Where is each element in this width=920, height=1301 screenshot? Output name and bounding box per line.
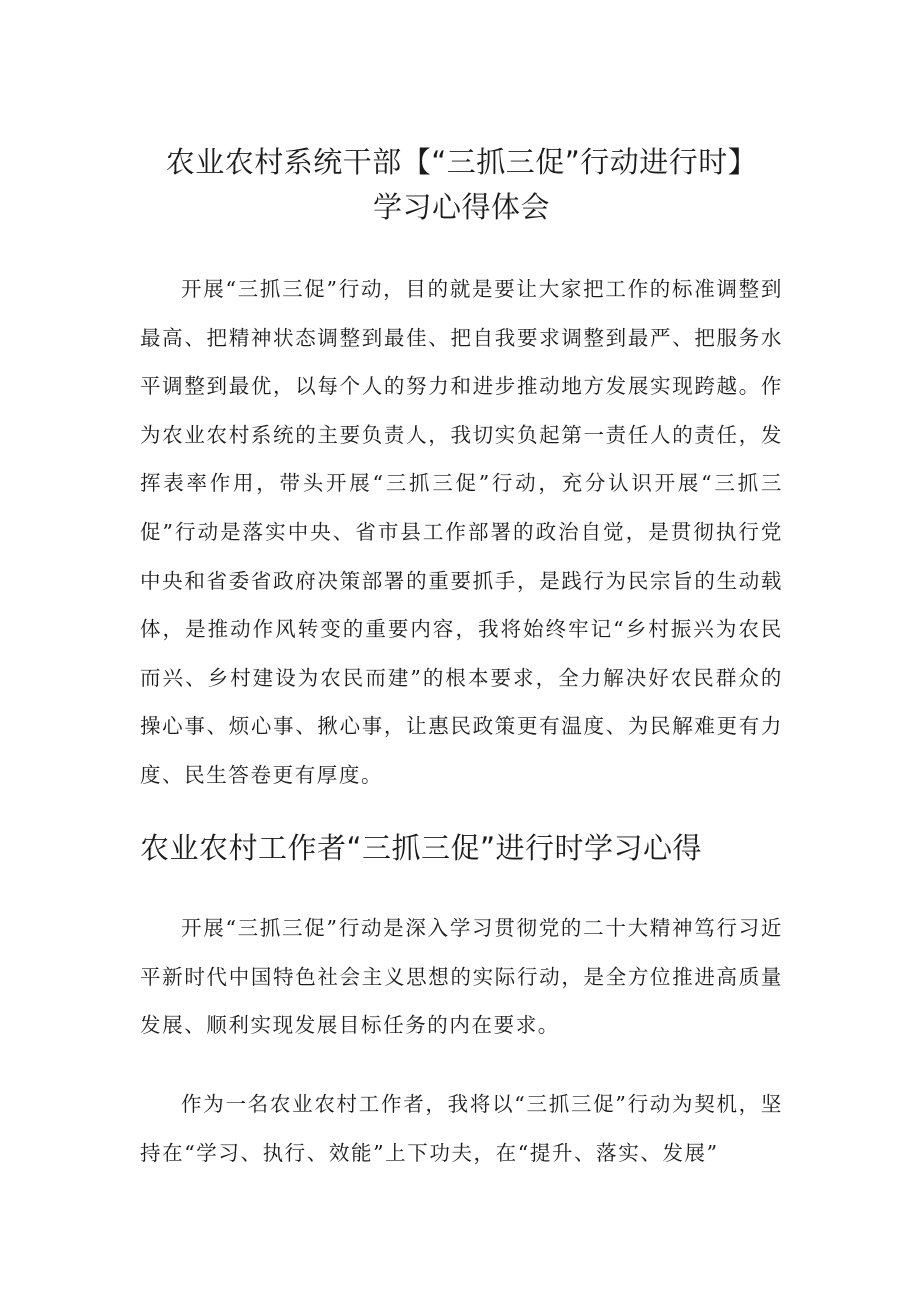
paragraph-1: 开展“三抓三促”行动，目的就是要让大家把工作的标准调整到最高、把精神状态调整到最佳、把自我要求调整到最严、把服务水平调整到最优，以每个人的努力和进步推动地方发展实现跨越。作为农业农村系统的主要负责人，我切实负起第一责任人的责任，发挥表率作用，带头开展“三抓三促”行动，充分认识开展“三抓三促”行动是落实中央、省市县工作部署的政治自觉，是贯彻执行党中央和省委省政府决策部署的重要抓手，是践行为民宗旨的生动载体，是推动作风转变的重要内容，我将始终牢记“乡村振兴为农民而兴、乡村建设为农民而建”的根本要求，全力解决好农民群众的操心事、烦心事、揪心事，让惠民政策更有温度、为民解难更有力度、民生答卷更有厚度。 bbox=[140, 277, 783, 787]
title-line-2: 学习心得体会 bbox=[372, 190, 550, 224]
paragraph-2: 开展“三抓三促”行动是深入学习贯彻党的二十大精神笃行习近平新时代中国特色社会主义思想的实际行动，是全方位推进高质量发展、顺利实现发展目标任务的内在要求。 bbox=[140, 916, 783, 1038]
section-heading: 农业农村工作者“三抓三促”进行时学习心得 bbox=[140, 831, 703, 865]
document-title bbox=[140, 140, 783, 230]
paragraph-3: 作为一名农业农村工作者，我将以“三抓三促”行动为契机，坚持在“学习、执行、效能”上下功夫，在“提升、落实、发展” bbox=[140, 1092, 783, 1165]
title-line-1: 农业农村系统干部【“三抓三促”行动进行时】 bbox=[165, 145, 758, 179]
